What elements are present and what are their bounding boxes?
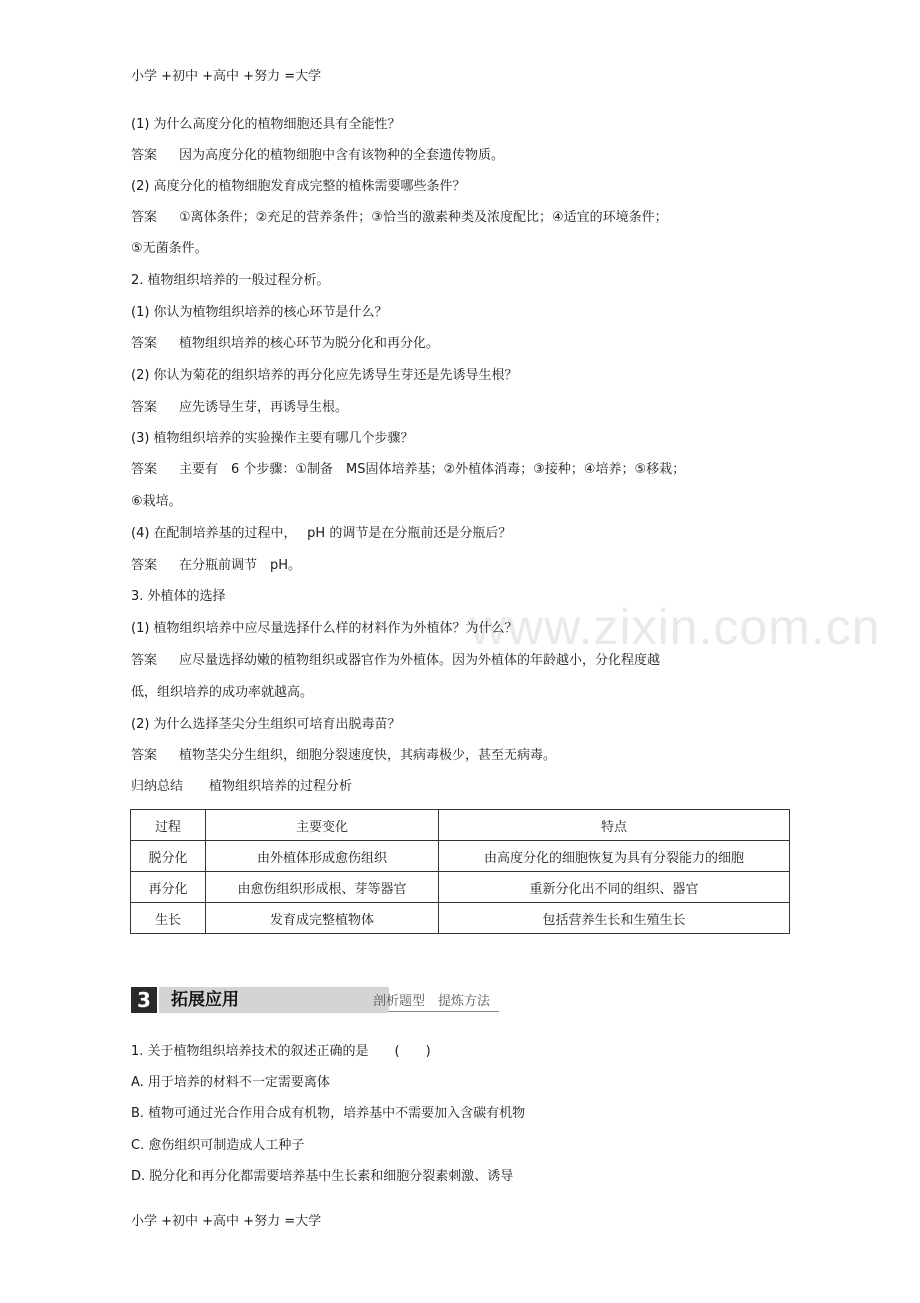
section-title: 拓展应用 (171, 990, 239, 1010)
table-cell: 由外植体形成愈伤组织 (206, 841, 439, 872)
question-line: (3) 植物组织培养的实验操作主要有哪几个步骤？ (131, 431, 414, 446)
table-cell: 发育成完整植物体 (206, 903, 439, 934)
answer-continuation: 低，组织培养的成功率就越高。 (131, 685, 314, 700)
answer-text: 应先诱导生芽，再诱导生根。 (179, 400, 349, 415)
table-cell: 重新分化出不同的组织、器官 (439, 872, 790, 903)
answer-label: 答案 (131, 653, 158, 668)
table-cell: 包括营养生长和生殖生长 (439, 903, 790, 934)
page-header: 小学 +初中 +高中 +努力 =大学 (131, 69, 322, 84)
answer-line (131, 399, 348, 417)
answer-text: 因为高度分化的植物细胞中含有该物种的全套遗传物质。 (179, 148, 505, 163)
option-c: C. 愈伤组织可制造成人工种子 (131, 1138, 305, 1153)
section-heading: 2. 植物组织培养的一般过程分析。 (131, 273, 330, 288)
question-line: (1) 你认为植物组织培养的核心环节是什么？ (131, 305, 388, 320)
answer-text: 植物组织培养的核心环节为脱分化和再分化。 (179, 336, 440, 351)
answer-label: 答案 (131, 336, 158, 351)
answer-text: 植物茎尖分生组织，细胞分裂速度快，其病毒极少，甚至无病毒。 (179, 748, 557, 763)
answer-text: ①离体条件；②充足的营养条件；③恰当的激素种类及浓度配比；④适宜的环境条件； (179, 210, 668, 225)
answer-continuation: ⑥栽培。 (131, 494, 182, 509)
question-line: (1) 植物组织培养中应尽量选择什么样的材料作为外植体？为什么？ (131, 621, 518, 636)
table-cell: 由高度分化的细胞恢复为具有分裂能力的细胞 (439, 841, 790, 872)
answer-label: 答案 (131, 462, 158, 477)
answer-line (131, 147, 504, 165)
answer-line (131, 557, 301, 575)
question-line: (4) 在配制培养基的过程中， pH 的调节是在分瓶前还是分瓶后？ (131, 526, 512, 541)
answer-line (131, 652, 660, 670)
table-cell: 脱分化 (131, 841, 206, 872)
table-header-cell: 特点 (439, 810, 790, 841)
table-header-cell: 主要变化 (206, 810, 439, 841)
option-d: D. 脱分化和再分化都需要培养基中生长素和细胞分裂素刺激、诱导 (131, 1169, 514, 1184)
table-cell: 再分化 (131, 872, 206, 903)
summary-table (130, 809, 790, 934)
watermark: www.zixin.com.cn (470, 599, 881, 655)
answer-text: 在分瓶前调节 pH。 (179, 558, 302, 573)
table-cell: 生长 (131, 903, 206, 934)
answer-line (131, 335, 439, 353)
answer-label: 答案 (131, 148, 158, 163)
section-divider (389, 1011, 499, 1012)
table-cell: 由愈伤组织形成根、芽等器官 (206, 872, 439, 903)
section-banner (131, 987, 499, 1013)
answer-line (131, 209, 668, 227)
table-row (131, 872, 790, 903)
answer-line (131, 461, 685, 479)
option-b: B. 植物可通过光合作用合成有机物，培养基中不需要加入含碳有机物 (131, 1106, 526, 1121)
question-line: (1) 为什么高度分化的植物细胞还具有全能性？ (131, 117, 401, 132)
section-heading: 3. 外植体的选择 (131, 589, 226, 604)
question-line: (2) 你认为菊花的组织培养的再分化应先诱导生芽还是先诱导生根？ (131, 368, 518, 383)
table-row (131, 841, 790, 872)
table-header-cell: 过程 (131, 810, 206, 841)
answer-label: 答案 (131, 210, 158, 225)
table-row (131, 903, 790, 934)
section-subtitle: 剖析题型 提炼方法 (373, 994, 491, 1009)
answer-label: 答案 (131, 400, 158, 415)
answer-line (131, 747, 556, 765)
answer-continuation: ⑤无菌条件。 (131, 241, 208, 256)
question-stem: 1. 关于植物组织培养技术的叙述正确的是 ( ) (131, 1044, 431, 1059)
answer-label: 答案 (131, 558, 158, 573)
option-a: A. 用于培养的材料不一定需要离体 (131, 1075, 330, 1090)
question-line: (2) 为什么选择茎尖分生组织可培育出脱毒苗？ (131, 717, 401, 732)
answer-label: 答案 (131, 748, 158, 763)
section-number: 3 (131, 987, 157, 1013)
page-footer: 小学 +初中 +高中 +努力 =大学 (131, 1214, 322, 1229)
question-line: (2) 高度分化的植物细胞发育成完整的植株需要哪些条件？ (131, 179, 466, 194)
table-header-row (131, 810, 790, 841)
answer-text: 应尽量选择幼嫩的植物组织或器官作为外植体。因为外植体的年龄越小，分化程度越 (179, 653, 661, 668)
summary-heading: 归纳总结 植物组织培养的过程分析 (131, 779, 353, 794)
answer-text: 主要有 6 个步骤：①制备 MS固体培养基；②外植体消毒；③接种；④培养；⑤移栽； (179, 462, 686, 477)
